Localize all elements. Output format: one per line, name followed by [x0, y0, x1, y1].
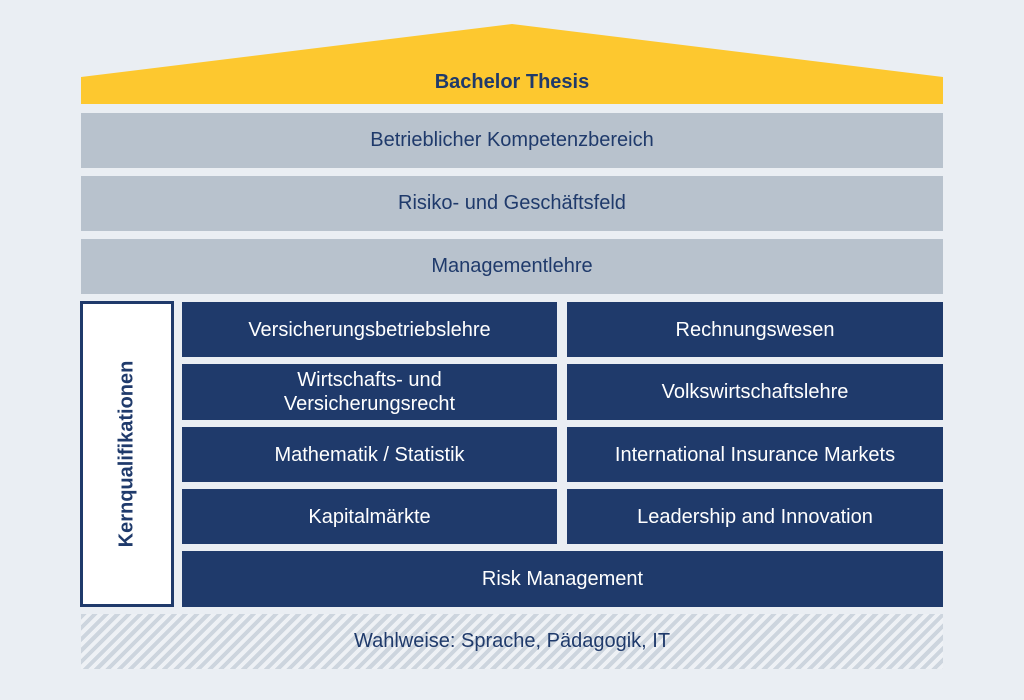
module-leadership-innovation: Leadership and Innovation: [567, 489, 943, 544]
module-volkswirtschaftslehre: Volkswirtschaftslehre: [567, 364, 943, 420]
module-wirtschafts-versicherungsrecht: Wirtschafts- und Versicherungsrecht: [182, 364, 557, 420]
roof-label: Bachelor Thesis: [434, 71, 590, 93]
module-international-insurance-markets: International Insurance Markets: [567, 427, 943, 482]
module-rechnungswesen: Rechnungswesen: [567, 302, 943, 357]
module-kapitalmaerkte: Kapitalmärkte: [182, 489, 557, 544]
core-qualifications-frame: [80, 301, 174, 607]
core-qualifications-label: Kernqualifikationen: [115, 360, 138, 548]
module-versicherungsbetriebslehre: Versicherungsbetriebslehre: [182, 302, 557, 357]
roof-bachelor-thesis: [81, 24, 943, 104]
module-mathematik-statistik: Mathematik / Statistik: [182, 427, 557, 482]
layer-managementlehre: Managementlehre: [81, 239, 943, 294]
module-risk-management: Risk Management: [182, 551, 943, 607]
foundation-electives: Wahlweise: Sprache, Pädagogik, IT: [81, 614, 943, 669]
layer-risiko-geschaeftsfeld: Risiko- und Geschäftsfeld: [81, 176, 943, 231]
layer-betrieblicher-kompetenzbereich: Betrieblicher Kompetenzbereich: [81, 113, 943, 168]
